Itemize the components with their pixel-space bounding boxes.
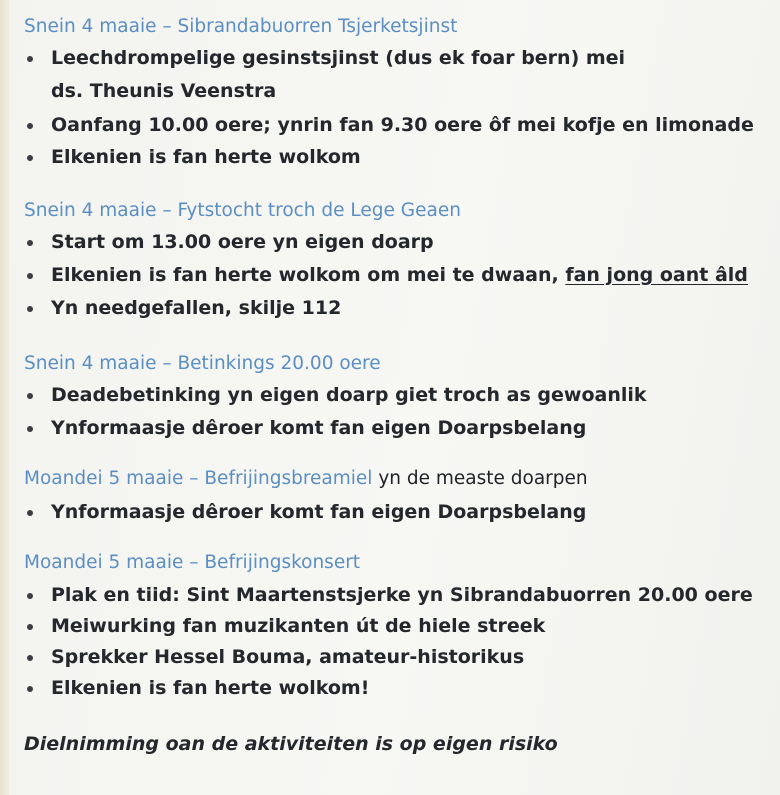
- bullet-icon: [27, 56, 33, 62]
- list-item: Ynformaasje dêroer komt fan eigen Doarpsbelang: [51, 501, 587, 523]
- paper-edge: [0, 0, 9, 795]
- list-item: Leechdrompelige gesinstsjinst (dus ek foar bern) mei: [51, 47, 626, 69]
- list-item: Elkenien is fan herte wolkom: [51, 146, 361, 168]
- section-heading-remembrance: Snein 4 maaie – Betinkings 20.00 oere: [24, 353, 381, 374]
- bullet-icon: [27, 655, 33, 661]
- bullet-icon: [27, 123, 33, 129]
- bullet-icon: [27, 510, 33, 516]
- list-item: Elkenien is fan herte wolkom!: [51, 677, 370, 699]
- section-heading-bike-tour: Snein 4 maaie – Fytstocht troch de Lege Geaen: [24, 200, 461, 221]
- bullet-icon: [27, 686, 33, 692]
- list-item-continuation: ds. Theunis Veenstra: [51, 80, 277, 102]
- list-item: Yn needgefallen, skilje 112: [51, 297, 342, 319]
- heading-text: Moandei 5 maaie – Befrijingsbreamiel: [24, 468, 373, 489]
- section-heading-liberation-concert: Moandei 5 maaie – Befrijingskonsert: [24, 552, 361, 573]
- bullet-icon: [27, 426, 33, 432]
- list-item: Meiwurking fan muzikanten út de hiele streek: [51, 615, 546, 637]
- bullet-icon: [27, 155, 33, 161]
- list-item: Oanfang 10.00 oere; ynrin fan 9.30 oere ôf mei kofje en limonade: [51, 114, 754, 136]
- section-heading-liberation-fire: [24, 468, 588, 489]
- section-heading-church-service: Snein 4 maaie – Sibrandabuorren Tsjerketsjinst: [24, 16, 458, 37]
- list-item: Deadebetinking yn eigen doarp giet troch as gewoanlik: [51, 384, 647, 406]
- disclaimer-text: Dielnimming oan de aktiviteiten is op eigen risiko: [24, 733, 558, 755]
- bullet-icon: [27, 624, 33, 630]
- bullet-icon: [27, 593, 33, 599]
- heading-suffix: yn de measte doarpen: [372, 468, 588, 489]
- list-item: Sprekker Hessel Bouma, amateur-historikus: [51, 646, 525, 668]
- bullet-icon: [27, 306, 33, 312]
- bullet-icon: [27, 273, 33, 279]
- list-item-text: Elkenien is fan herte wolkom om mei te dwaan,: [51, 264, 566, 286]
- list-item: Ynformaasje dêroer komt fan eigen Doarpsbelang: [51, 417, 587, 439]
- list-item: Start om 13.00 oere yn eigen doarp: [51, 231, 434, 253]
- list-item: Plak en tiid: Sint Maartenstsjerke yn Sibrandabuorren 20.00 oere: [51, 584, 753, 606]
- underlined-phrase: fan jong oant âld: [565, 264, 748, 286]
- list-item: [51, 264, 748, 286]
- bullet-icon: [27, 393, 33, 399]
- bullet-icon: [27, 240, 33, 246]
